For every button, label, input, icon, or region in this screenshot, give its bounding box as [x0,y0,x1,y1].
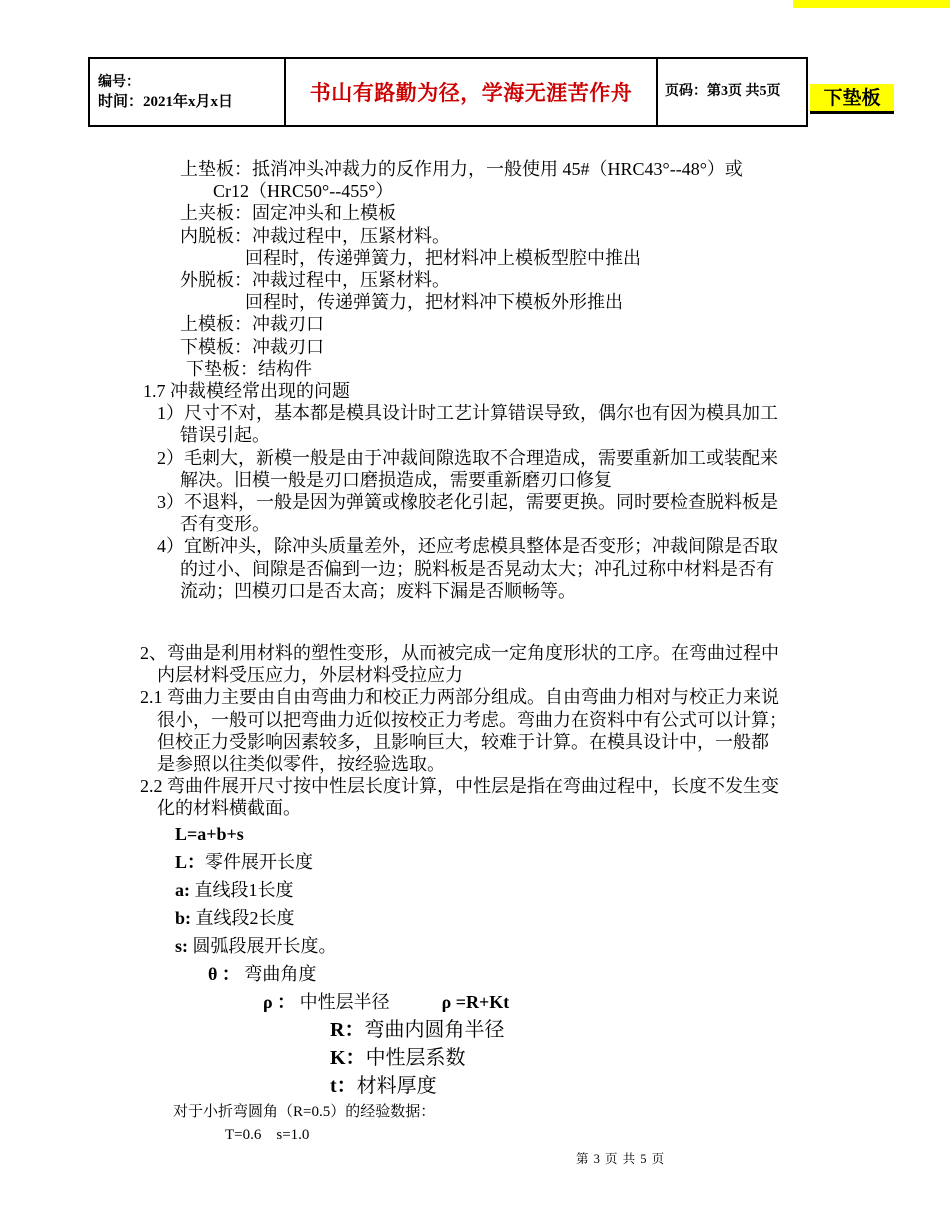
body-line: 1.7 冲裁模经常出现的问题 [143,381,350,402]
body-line: 2、弯曲是利用材料的塑性变形，从而被完成一定角度形状的工序。在弯曲过程中 [140,643,779,664]
body-line: 下模板：冲裁刃口 [180,336,324,357]
document-body [0,158,950,1146]
formula-text: 中性层系数 [365,1046,466,1069]
body-line: 4）宜断冲头，除冲头质量差外，还应考虑模具整体是否变形；冲裁间隙是否取 [157,536,778,557]
formula-lead: s: [175,935,188,956]
formula-text: 弯曲角度 [239,963,317,984]
body-line: 错误引起。 [180,425,270,446]
formula-line [0,820,950,848]
header-table [88,57,808,127]
body-line: 2）毛刺大，新模一般是由于冲裁间隙选取不合理造成，需要重新加工或装配来 [157,447,778,468]
body-line: 上夹板：固定冲头和上模板 [180,203,396,224]
body-line: 回程时，传递弹簧力，把材料冲上模板型腔中推出 [245,247,641,268]
body-line: 外脱板：冲裁过程中，压紧材料。 [180,270,450,291]
doc-date-label: 时间：2021年x月x日 [98,93,234,110]
formula-lead: b: [175,907,192,928]
formula-lead: L=a+b+s [175,823,244,844]
formula-text: 圆弧段展开长度。 [188,935,337,956]
formula-line [0,1072,950,1100]
body-line: 3）不退料，一般是因为弹簧或橡胶老化引起，需要更换。同时要检查脱料板是 [157,492,778,513]
body-line: Cr12（HRC50°--455°） [213,181,394,202]
body-line: 化的材料横截面。 [157,798,301,819]
formula-lead: a: [175,879,190,900]
formula-lead: ρ ： [263,991,296,1012]
body-line: 2.2 弯曲件展开尺寸按中性层长度计算，中性层是指在弯曲过程中，长度不发生变 [140,776,779,797]
formula-text: 材料厚度 [356,1074,437,1097]
formula-lead: t： [330,1074,357,1097]
formula-line [0,1016,950,1044]
body-line: 的过小、间隙是否偏到一边；脱料板是否晃动太大；冲孔过称中材料是否有 [180,558,774,579]
body-line: 回程时，传递弹簧力，把材料冲下模板外形推出 [245,292,623,313]
formula-line [0,932,950,960]
header-left-cell [89,58,285,126]
header-motto: 书山有路勤为径，学海无涯苦作舟 [285,58,657,126]
formula-line [0,988,950,1016]
formula-line [0,904,950,932]
highlight-tag: 下垫板 [810,84,894,114]
formula-line [0,960,950,988]
body-line: 2.1 弯曲力主要由自由弯曲力和校正力两部分组成。自由弯曲力相对与校正力来说 [140,687,779,708]
body-line: T=0.6 s=1.0 [225,1126,310,1143]
formula-lead: θ ： [208,963,240,984]
formula-tail: ρ =R+Kt [441,991,510,1012]
formula-lead: K： [330,1046,366,1069]
body-line: 上模板：冲裁刃口 [180,314,324,335]
formula-text: 直线段2长度 [191,907,295,928]
body-line: 内脱板：冲裁过程中，压紧材料。 [180,225,450,246]
formula-text: 弯曲内圆角半径 [364,1018,505,1041]
body-line: 上垫板：抵消冲头冲裁力的反作用力，一般使用 45#（HRC43°--48°）或 [180,159,743,179]
page-footer: 第 3 页 共 5 页 [576,1152,666,1166]
formula-lead: L： [175,851,206,872]
formula-line [0,848,950,876]
body-line: 1）尺寸不对，基本都是模具设计时工艺计算错误导致，偶尔也有因为模具加工 [157,403,778,424]
formula-text: 中性层半径 [295,991,390,1012]
body-line: 内层材料受压应力，外层材料受拉应力 [157,665,463,686]
body-line: 是参照以往类似零件，按经验选取。 [157,754,445,775]
formula-line [0,876,950,904]
body-line: 否有变形。 [180,514,270,535]
formula-text: 直线段1长度 [190,879,294,900]
body-line: 但校正力受影响因素较多，且影响巨大，较难于计算。在模具设计中，一般都 [157,731,769,752]
formula-text: 零件展开长度 [205,851,314,872]
body-line: 下垫板：结构件 [186,358,312,379]
doc-number-label: 编号： [98,74,140,90]
formula-line [0,1044,950,1072]
formula-lead: R： [330,1018,365,1041]
highlight-strip [793,0,950,8]
body-line: 解决。旧模一般是刃口磨损造成，需要重新磨刃口修复 [180,469,612,490]
body-line: 对于小折弯圆角（R=0.5）的经验数据： [173,1103,436,1120]
body-line: 流动；凹模刃口是否太高；废料下漏是否顺畅等。 [180,580,576,601]
header-page-info: 页码：第3页 共5页 [657,58,807,126]
body-line: 很小，一般可以把弯曲力近似按校正力考虑。弯曲力在资料中有公式可以计算； [157,709,787,730]
